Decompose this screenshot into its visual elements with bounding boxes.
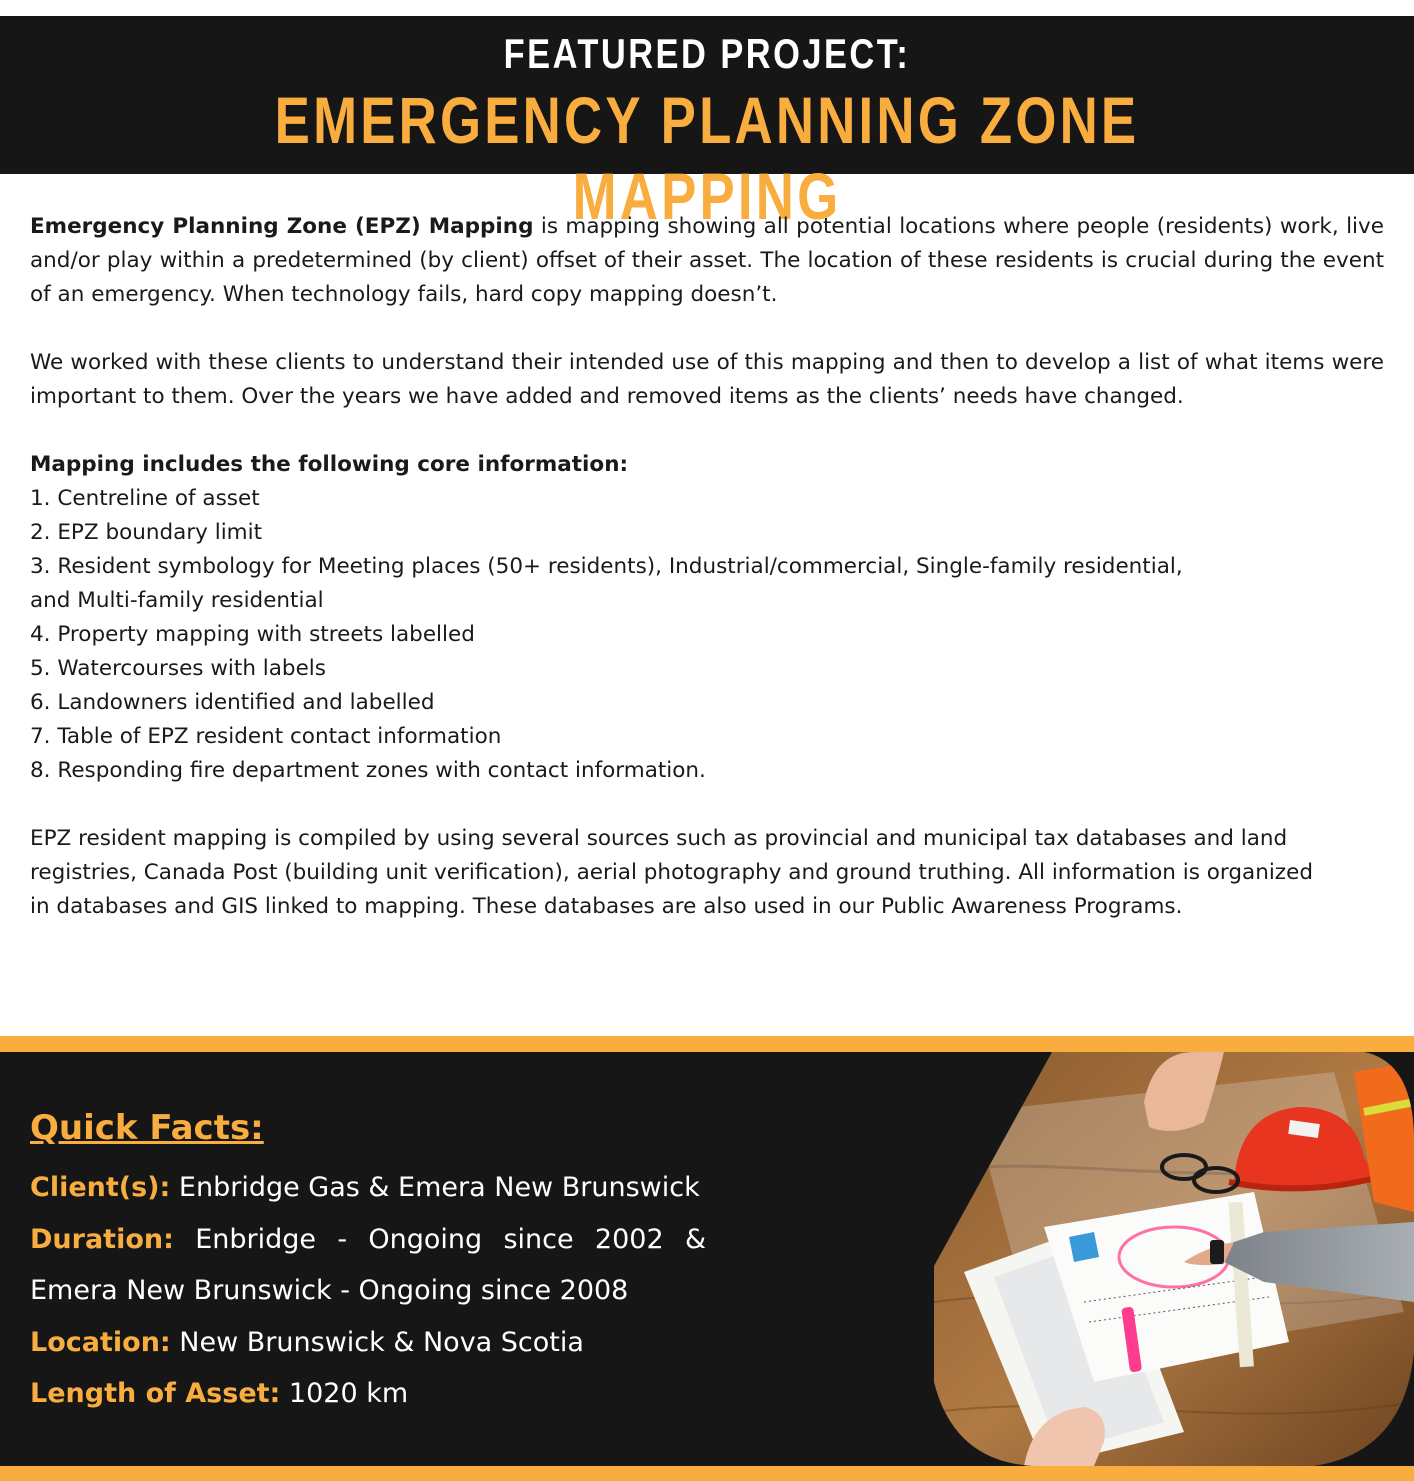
accent-band-bottom bbox=[0, 1466, 1414, 1481]
fact-label: Length of Asset: bbox=[30, 1378, 281, 1409]
core-info-heading: Mapping includes the following core information: bbox=[30, 452, 629, 477]
list-item: 4. Property mapping with streets labelled bbox=[30, 622, 475, 647]
project-photo bbox=[934, 1052, 1414, 1466]
fact-label: Client(s): bbox=[30, 1172, 171, 1203]
accent-band-top bbox=[0, 1036, 1414, 1052]
sources-line: registries, Canada Post (building unit verification), aerial photography and ground truthing. All information is organized bbox=[30, 860, 1313, 885]
sources-paragraph bbox=[30, 822, 1384, 924]
core-info-list bbox=[30, 482, 1384, 788]
fact-length bbox=[30, 1368, 706, 1420]
list-item: 8. Responding fire department zones with contact information. bbox=[30, 758, 706, 783]
list-item: 7. Table of EPZ resident contact information bbox=[30, 724, 502, 749]
list-item: 2. EPZ boundary limit bbox=[30, 520, 263, 545]
clients-paragraph: We worked with these clients to understand their intended use of this mapping and then to develop a list of what items were important to them. Over the years we have added and removed items as the clients’ needs have changed. bbox=[30, 350, 1384, 409]
page-title: EMERGENCY PLANNING ZONE MAPPING bbox=[274, 83, 1140, 233]
quick-facts-title: Quick Facts: bbox=[30, 1108, 264, 1148]
quick-facts-panel bbox=[0, 1052, 1414, 1466]
fact-duration-cont: Emera New Brunswick - Ongoing since 2008 bbox=[30, 1275, 629, 1306]
header-kicker: FEATURED PROJECT: bbox=[503, 30, 911, 77]
list-item: 1. Centreline of asset bbox=[30, 486, 260, 511]
main-content bbox=[30, 210, 1384, 958]
sources-line: in databases and GIS linked to mapping. These databases are also used in our Public Awareness Programs. bbox=[30, 894, 1183, 919]
fact-client bbox=[30, 1162, 706, 1214]
intro-paragraph bbox=[30, 210, 1384, 312]
fact-value: 1020 km bbox=[280, 1378, 409, 1409]
intro-text: is mapping showing all potential locations where people (residents) work, live and/or play within a predetermined (by client) offset of their asset. The location of these residents is crucial during the event of an emergency. When technology fails, hard copy mapping doesn’t. bbox=[30, 214, 1384, 307]
intro-lead: Emergency Planning Zone (EPZ) Mapping bbox=[30, 214, 534, 239]
fact-label: Location: bbox=[30, 1326, 171, 1358]
list-item: 3. Resident symbology for Meeting places (50+ residents), Industrial/commercial, Single-family residential, bbox=[30, 554, 1183, 579]
fact-value: Enbridge Gas & Emera New Brunswick bbox=[170, 1172, 700, 1203]
list-item: and Multi-family residential bbox=[30, 588, 324, 613]
fact-label: Duration: bbox=[30, 1223, 174, 1255]
list-item: 6. Landowners identified and labelled bbox=[30, 690, 435, 715]
fact-value: New Brunswick & Nova Scotia bbox=[170, 1326, 584, 1358]
quick-facts-list bbox=[30, 1162, 706, 1420]
sources-line: EPZ resident mapping is compiled by using several sources such as provincial and municipal tax databases and land bbox=[30, 826, 1288, 851]
fact-value: Enbridge - Ongoing since 2002 & bbox=[173, 1223, 706, 1255]
list-item: 5. Watercourses with labels bbox=[30, 656, 326, 681]
fact-location bbox=[30, 1317, 706, 1369]
fact-duration bbox=[30, 1214, 706, 1266]
